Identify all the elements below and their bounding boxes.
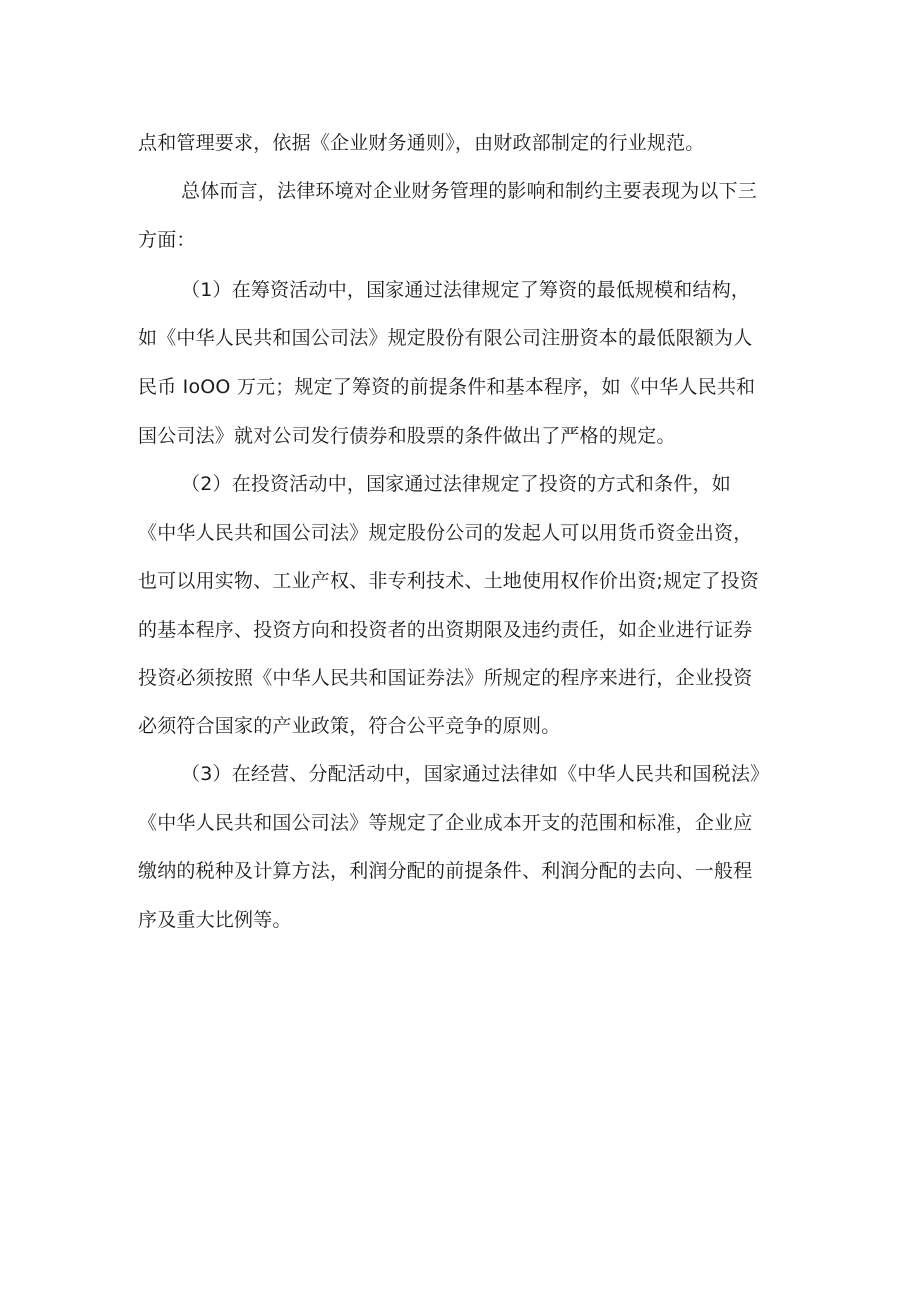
paragraph-line: 《中华人民共和国公司法》规定股份公司的发起人可以用货币资金出资， xyxy=(138,522,753,544)
paragraph-line: （1）在筹资活动中，国家通过法律规定了筹资的最低规模和结构， xyxy=(181,279,751,301)
paragraph-line: （3）在经营、分配活动中，国家通过法律如《中华人民共和国税法》 xyxy=(181,763,770,785)
paragraph-line: 国公司法》就对公司发行债券和股票的条件做出了严格的规定。 xyxy=(138,425,676,447)
paragraph-line: 投资必须按照《中华人民共和国证券法》所规定的程序来进行，企业投资 xyxy=(138,667,753,689)
paragraph-line: 必须符合国家的产业政策，符合公平竞争的原则。 xyxy=(138,715,561,737)
paragraph-line: 也可以用实物、工业产权、非专利技术、土地使用权作价出资;规定了投资 xyxy=(138,570,760,592)
paragraph-line: 序及重大比例等。 xyxy=(138,909,292,931)
paragraph-line: 民币 IoOO 万元；规定了筹资的前提条件和基本程序，如《中华人民共和 xyxy=(138,376,756,398)
paragraph-line: （2）在投资活动中，国家通过法律规定了投资的方式和条件，如 xyxy=(181,473,731,495)
paragraph-line: 如《中华人民共和国公司法》规定股份有限公司注册资本的最低限额为人 xyxy=(138,327,753,349)
paragraph-line: 缴纳的税种及计算方法，利润分配的前提条件、利润分配的去向、一般程 xyxy=(138,860,753,882)
paragraph-line: 《中华人民共和国公司法》等规定了企业成本开支的范围和标准，企业应 xyxy=(138,812,753,834)
paragraph-line: 方面： xyxy=(138,229,196,251)
paragraph-line: 点和管理要求，依据《企业财务通则》，由财政部制定的行业规范。 xyxy=(138,132,705,154)
paragraph-line: 的基本程序、投资方向和投资者的出资期限及违约责任，如企业进行证券 xyxy=(138,619,753,641)
paragraph-line: 总体而言，法律环境对企业财务管理的影响和制约主要表现为以下三 xyxy=(181,180,758,202)
